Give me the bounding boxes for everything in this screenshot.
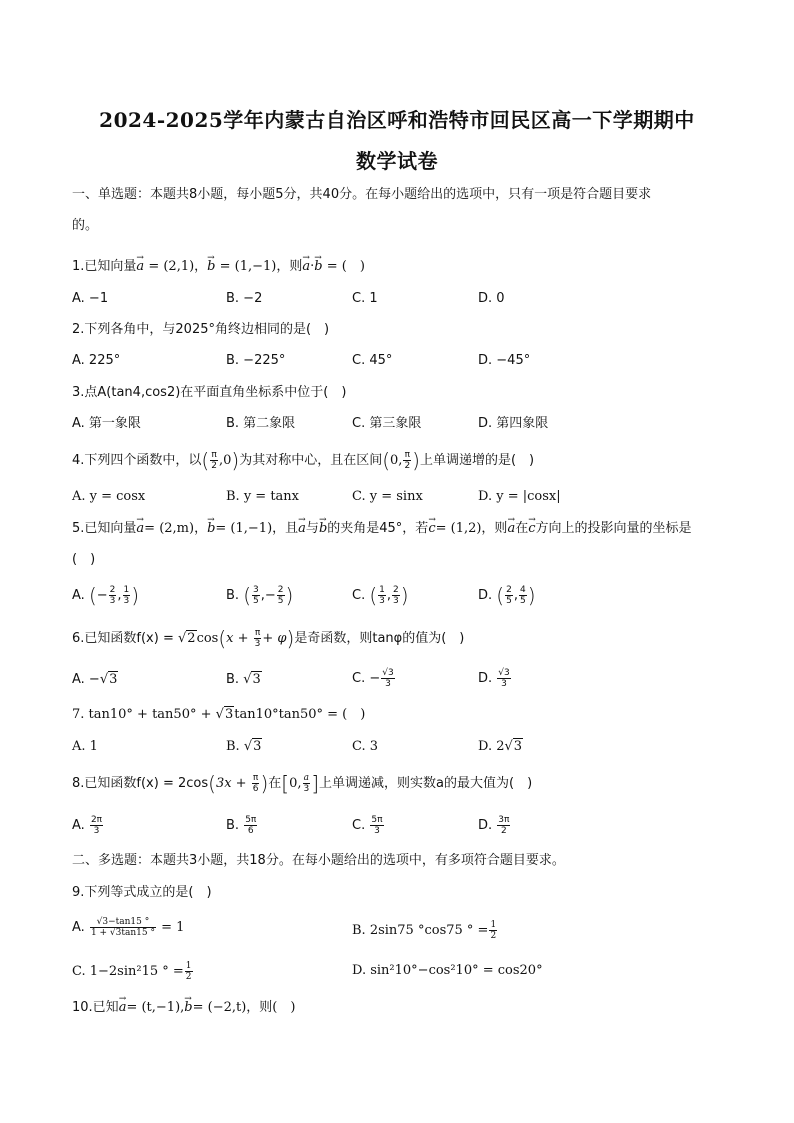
q9-option-a: A. $\frac{√3-\tan 15 ^\circ}{1 + √3\tan 15 ^\circ}$ = 1	[72, 917, 185, 938]
q2-option-a: A. 225°	[72, 353, 121, 368]
q2-option-b: B. −225°	[226, 353, 286, 368]
section1-heading-cont: 的。	[72, 218, 99, 233]
q3-option-c: C. 第三象限	[352, 416, 422, 431]
q4-option-b: B. y = tanx	[226, 489, 299, 504]
q6-option-c: C. − $\frac{√3}{3}$	[352, 668, 394, 689]
q1-option-c: C. 1	[352, 291, 378, 306]
section1-heading: 一、单选题：本题共8小题，每小题5分，共40分。在每小题给出的选项中，只有一项是符合题目要求	[72, 187, 652, 202]
q8-option-a: A. $\frac{2\pi}{3}$	[72, 815, 103, 836]
q7-option-c: C. 3	[352, 739, 379, 754]
question-9: 9.下列等式成立的是( )	[72, 885, 212, 900]
exam-title-line1: 2024-2025学年内蒙古自治区呼和浩特市回民区高一下学期期中	[99, 108, 695, 132]
q6-option-d: D. $\frac{√3}{3}$	[478, 668, 510, 689]
question-10: 10.已知→ a= (t,−1),→ b= (−2,t)，则( )	[72, 999, 295, 1017]
q3-option-b: B. 第二象限	[226, 416, 296, 431]
question-3: 3.点A(tan4,cos2)在平面直角坐标系中位于( )	[72, 385, 347, 400]
q6-option-a: A. −√3	[72, 672, 118, 687]
q2-option-c: C. 45°	[352, 353, 393, 368]
q5-option-d: D. ( $\frac{2}{5}$ , $\frac{4}{5}$ )	[478, 583, 536, 608]
q3-option-d: D. 第四象限	[478, 416, 549, 431]
q9-option-b: B. 2sin75 °cos75 ° = $\frac{1}{2}$	[352, 920, 497, 941]
q5-option-a: A. (− $\frac{2}{3}$ , $\frac{1}{3}$ )	[72, 583, 140, 608]
q5-option-c: C. ( $\frac{1}{3}$ , $\frac{2}{3}$ )	[352, 583, 409, 608]
q7-option-b: B. √3	[226, 739, 262, 754]
q5-option-b: B. ( $\frac{3}{5}$ ,− $\frac{2}{5}$ )	[226, 583, 294, 608]
q4-option-c: C. y = sinx	[352, 489, 423, 504]
q2-option-d: D. −45°	[478, 353, 531, 368]
question-5: 5.已知向量→ a= (2,m)，→ b= (1,−1)，且→ a与→ b的夹角是45°，若→ c= (1,2)，则→ a在→ c方向上的投影向量的坐标是	[72, 520, 692, 538]
q9-option-c: C. 1−2sin²15 ° = $\frac{1}{2}$	[72, 961, 192, 982]
q1-option-b: B. −2	[226, 291, 263, 306]
question-7: 7. tan10° + tan50° + √3tan10°tan50° = ( )	[72, 707, 366, 722]
question-5-paren: ( )	[72, 552, 96, 567]
question-2: 2.下列各角中，与2025°角终边相同的是( )	[72, 322, 330, 337]
q8-option-b: B. $\frac{5\pi}{6}$	[226, 815, 257, 836]
question-6: 6.已知函数f(x) = √2cos(x + $\frac{\pi}{3}$ + φ)是奇函数，则tanφ的值为( )	[72, 626, 465, 651]
q1-option-a: A. −1	[72, 291, 109, 306]
question-4: 4.下列四个函数中，以( $\frac{\pi}{2}$ ,0)为其对称中心，且在区间(0, $\frac{\pi}{2}$ )上单调递增的是( )	[72, 448, 535, 473]
q1-option-d: D. 0	[478, 291, 505, 306]
q8-option-c: C. $\frac{5\pi}{3}$	[352, 815, 383, 836]
question-1: 1.已知向量→ a = (2,1)，→ b = (1,−1)，则→ a·→ b = ( )	[72, 258, 365, 276]
q3-option-a: A. 第一象限	[72, 416, 141, 431]
q9-option-d: D. sin²10°−cos²10° = cos20°	[352, 963, 543, 978]
q7-option-d: D. 2√3	[478, 739, 523, 754]
question-8: 8.已知函数f(x) = 2cos(3x + $\frac{\pi}{6}$ )在[0, $\frac{a}{3}$ ]上单调递减，则实数a的最大值为( )	[72, 771, 533, 796]
q6-option-b: B. √3	[226, 672, 261, 687]
q7-option-a: A. 1	[72, 739, 98, 754]
q4-option-a: A. y = cosx	[72, 489, 146, 504]
q4-option-d: D. y = |cosx|	[478, 489, 561, 504]
exam-title-line2: 数学试卷	[356, 149, 438, 173]
section2-heading: 二、多选题：本题共3小题，共18分。在每小题给出的选项中，有多项符合题目要求。	[72, 853, 565, 868]
q8-option-d: D. $\frac{3\pi}{2}$	[478, 815, 510, 836]
